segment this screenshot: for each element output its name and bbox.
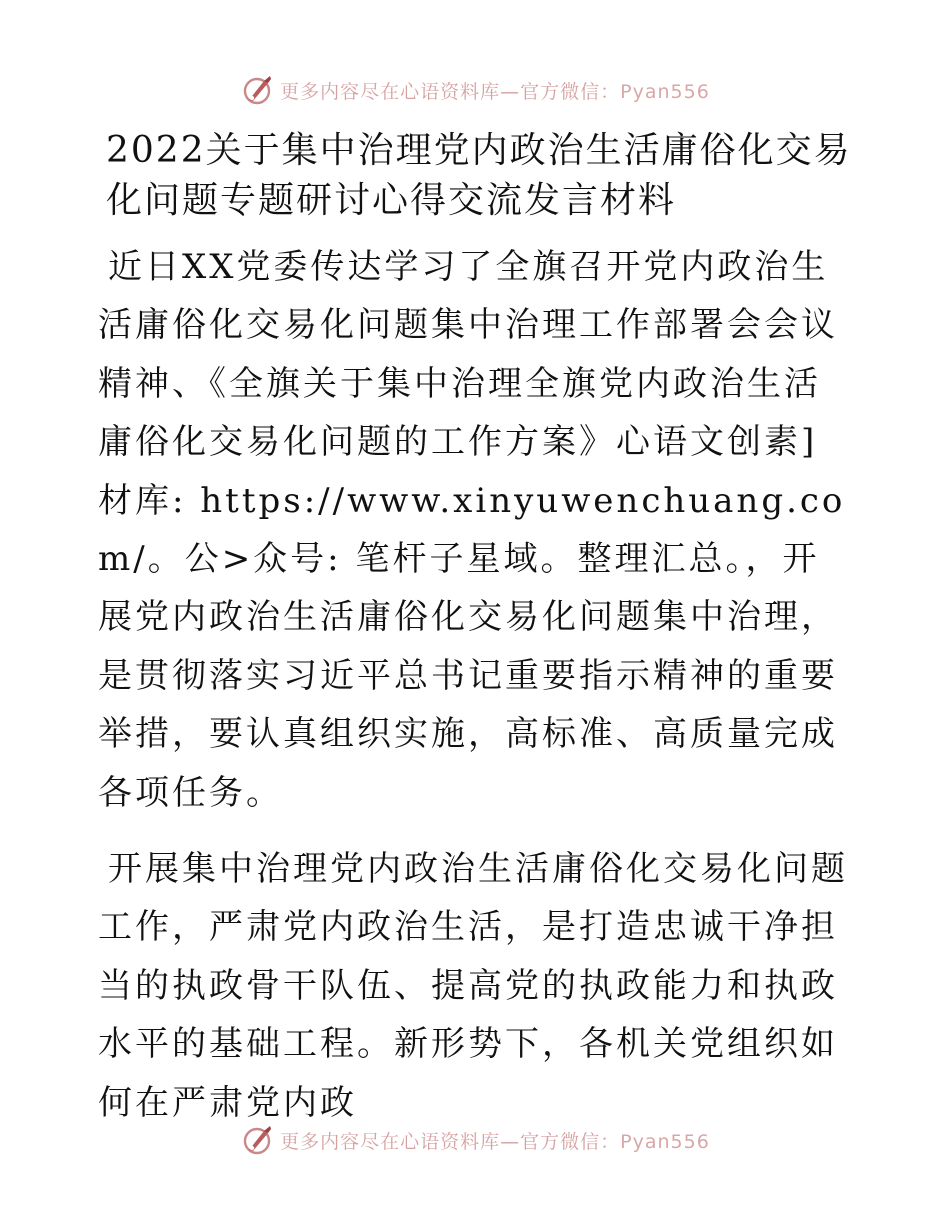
paragraph-1: 近日XX党委传达学习了全旗召开党内政治生活庸俗化交易化问题集中治理工作部署会会议精神、《全旗关于集中治理全旗党内政治生活庸俗化交易化问题的工作方案》心语文创素]材库: https://www.xinyuwenchuang.com/。公>众号: 笔杆子星域。整理汇总。，开展党内政治生活庸俗化交易化问题集中治理，是贯彻落实习近平总书记重要指示精神的重要举措，要认真组织实施，高标准、高质量完成各项任务。 (98, 247, 846, 813)
quill-pen-logo-icon (240, 1123, 274, 1157)
document-title: 2022关于集中治理党内政治生活庸俗化交易化问题专题研讨心得交流发言材料 (106, 130, 852, 221)
quill-pen-logo-icon (240, 73, 274, 107)
header-watermark-banner (0, 70, 950, 110)
document-body (98, 126, 853, 1150)
paragraph-2: 开展集中治理党内政治生活庸俗化交易化问题工作，严肃党内政治生活，是打造忠诚干净担当的执政骨干队伍、提高党的执政能力和执政水平的基础工程。新形势下，各机关党组织如何在严肃党内政 (98, 849, 848, 1123)
watermark-text: 更多内容尽在心语资料库—官方微信：Pyan556 (280, 1130, 710, 1153)
footer-watermark-banner (0, 1120, 950, 1160)
watermark-text: 更多内容尽在心语资料库—官方微信：Pyan556 (280, 80, 710, 103)
